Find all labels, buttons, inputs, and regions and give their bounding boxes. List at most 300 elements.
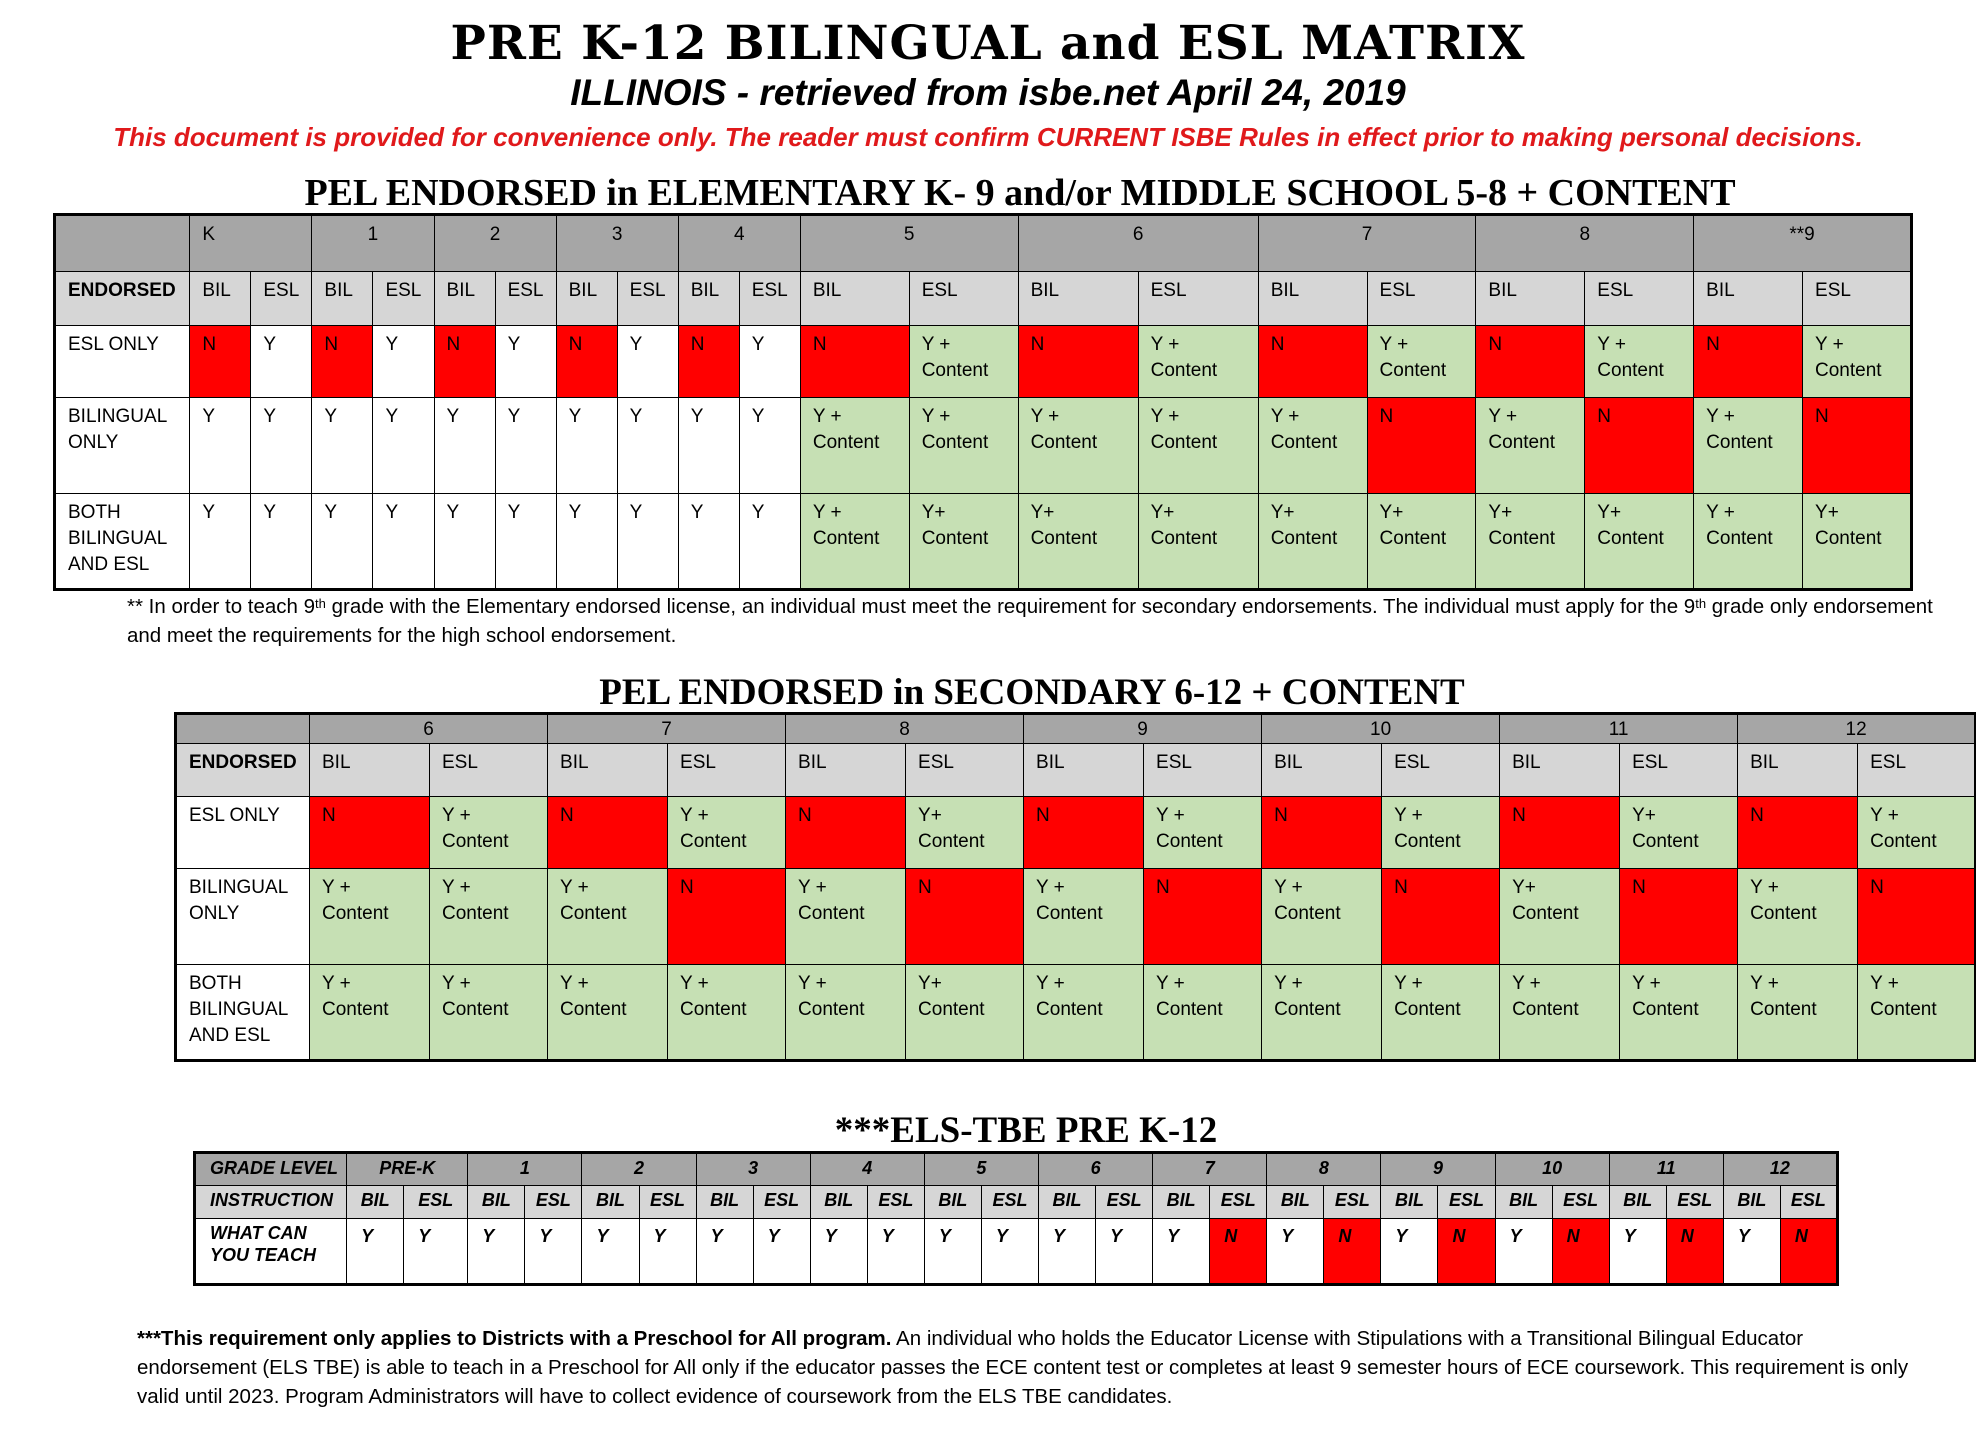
matrix-cell <box>678 494 739 590</box>
matrix-cell <box>430 869 548 965</box>
bil-header <box>1738 744 1858 797</box>
grade-header-0-text: 6 <box>423 719 434 740</box>
esl-header-text: ESL <box>680 752 716 773</box>
matrix-cell-text: N <box>680 877 694 898</box>
matrix-cell-text: Y + Content <box>1274 877 1341 924</box>
matrix-cell <box>1495 1219 1552 1285</box>
matrix-cell-text: Y <box>202 406 215 427</box>
matrix-cell <box>495 398 556 494</box>
esl-header-text: ESL <box>878 1190 914 1210</box>
bil-header <box>310 744 430 797</box>
matrix-cell-text: Y + Content <box>812 502 880 549</box>
matrix-cell-text: Y + Content <box>812 406 880 453</box>
matrix-cell-text: Y + Content <box>442 805 509 852</box>
bil-header-text: BIL <box>1737 1190 1767 1210</box>
matrix-cell <box>1585 494 1694 590</box>
matrix-cell-text: N <box>1270 334 1285 355</box>
matrix-cell <box>909 494 1018 590</box>
instruction-label <box>195 1186 347 1219</box>
matrix-cell-text: Y+ Content <box>1488 502 1555 549</box>
matrix-cell <box>434 398 495 494</box>
grade-header-2 <box>434 215 556 272</box>
matrix-cell <box>1694 326 1803 398</box>
matrix-cell-text: Y <box>385 406 399 427</box>
matrix-cell <box>312 398 373 494</box>
esl-header-text: ESL <box>629 280 666 301</box>
bil-header-text: BIL <box>446 280 476 301</box>
grade-header-6 <box>1039 1153 1153 1186</box>
matrix-cell-text: Y + Content <box>1379 334 1447 381</box>
esl-header <box>639 1186 696 1219</box>
matrix-cell <box>468 1219 525 1285</box>
esl-header-text: ESL <box>1815 280 1851 301</box>
row-label-text: BILINGUAL ONLY <box>68 406 168 453</box>
grade-header-10 <box>1495 1153 1609 1186</box>
matrix-cell-text: Y <box>568 502 582 523</box>
esl-header <box>1324 1186 1381 1219</box>
matrix-cell-text: N <box>1156 877 1170 898</box>
esl-header-text: ESL <box>751 280 788 301</box>
esl-header <box>1382 744 1500 797</box>
matrix-cell-text: Y + Content <box>322 877 389 924</box>
matrix-cell <box>1324 1219 1381 1285</box>
bil-header <box>548 744 668 797</box>
matrix-cell <box>548 869 668 965</box>
matrix-cell-text: Y <box>568 406 582 427</box>
grade-header-3-text: 3 <box>611 224 623 245</box>
matrix-cell <box>1620 965 1738 1061</box>
matrix-cell-text: Y+ Content <box>1512 877 1579 924</box>
esl-header <box>1858 744 1976 797</box>
row-label-text: ESL ONLY <box>68 334 159 355</box>
bil-header-text: BIL <box>1274 752 1303 773</box>
matrix-cell-text: Y+ Content <box>918 973 985 1020</box>
bil-header <box>810 1186 867 1219</box>
esl-header-text: ESL <box>1790 1190 1826 1210</box>
corner-cell <box>55 215 190 272</box>
matrix-cell <box>310 797 430 869</box>
bil-header-text: BIL <box>798 752 827 773</box>
bil-header-text: BIL <box>322 752 351 773</box>
matrix-cell <box>668 869 786 965</box>
bil-header <box>1024 744 1144 797</box>
matrix-cell <box>548 797 668 869</box>
esl-header <box>981 1186 1038 1219</box>
matrix-cell <box>430 797 548 869</box>
grade-header-8-text: 8 <box>1579 224 1591 245</box>
matrix-cell <box>753 1219 810 1285</box>
matrix-cell-text: Y + Content <box>322 973 389 1020</box>
bil-header-text: BIL <box>568 280 598 301</box>
grade-header-2-text: 2 <box>634 1158 645 1178</box>
matrix-cell <box>310 869 430 965</box>
matrix-cell-text: Y + Content <box>1870 805 1937 852</box>
esl-header-text: ESL <box>1394 752 1430 773</box>
bil-header-text: BIL <box>360 1190 390 1210</box>
matrix-cell <box>786 797 906 869</box>
matrix-cell <box>1738 797 1858 869</box>
matrix-cell <box>800 494 909 590</box>
grade-header-9-text: 9 <box>1432 1158 1443 1178</box>
grade-header-7 <box>1258 215 1476 272</box>
secondary-matrix-table <box>174 712 1976 1062</box>
matrix-cell <box>1803 494 1912 590</box>
matrix-cell <box>310 965 430 1061</box>
bil-header <box>1258 272 1367 326</box>
grade-header-5-text: 5 <box>976 1158 987 1178</box>
grade-header-2 <box>786 714 1024 744</box>
matrix-cell-text: Y <box>1509 1226 1522 1246</box>
matrix-cell-text: Y <box>507 502 521 523</box>
matrix-cell <box>1694 494 1803 590</box>
esl-header <box>1138 272 1258 326</box>
instruction-label-text: INSTRUCTION <box>210 1190 333 1210</box>
grade-header-0-text: PRE-K <box>379 1158 436 1178</box>
bil-header-text: BIL <box>1166 1190 1196 1210</box>
bil-header-text: BIL <box>690 280 720 301</box>
endorsed-label-text: ENDORSED <box>68 280 176 301</box>
esl-header-text: ESL <box>1334 1190 1370 1210</box>
matrix-cell <box>1367 326 1476 398</box>
matrix-cell <box>1138 494 1258 590</box>
grade-header-0 <box>310 714 548 744</box>
matrix-cell-text: Y <box>629 334 643 355</box>
matrix-cell-text: Y+ Content <box>1150 502 1218 549</box>
matrix-cell <box>906 797 1024 869</box>
matrix-cell-text: Y + Content <box>442 877 509 924</box>
grade9-footnote <box>127 592 1957 650</box>
matrix-cell-text: Y + Content <box>1156 973 1223 1020</box>
matrix-cell-text: Y <box>751 406 765 427</box>
grade-header-9 <box>1381 1153 1495 1186</box>
matrix-cell-text: Y <box>751 334 765 355</box>
bil-header <box>556 272 617 326</box>
matrix-cell <box>1258 398 1367 494</box>
grade-header-3-text: 3 <box>748 1158 759 1178</box>
matrix-cell-text: N <box>1036 805 1050 826</box>
matrix-cell <box>810 1219 867 1285</box>
esl-header <box>430 744 548 797</box>
row-label <box>55 326 190 398</box>
matrix-cell-text: Y <box>446 502 460 523</box>
bil-header <box>434 272 495 326</box>
matrix-cell <box>1382 797 1500 869</box>
grade-header-4 <box>678 215 800 272</box>
esl-header-text: ESL <box>1220 1190 1256 1210</box>
footnote-text-2: grade with the Elementary endorsed license, an individual must meet the requirement for secondary endorsements. The individual must apply for the 9 <box>325 595 1696 618</box>
esl-header-text: ESL <box>921 280 958 301</box>
bil-header-text: BIL <box>1750 752 1779 773</box>
matrix-cell-text: Y + Content <box>1750 973 1817 1020</box>
matrix-cell <box>434 326 495 398</box>
matrix-cell <box>1476 326 1585 398</box>
disclaimer-text: This document is provided for convenience only. The reader must confirm CURRENT ISBE Rules in effect prior to making personal decisions. <box>113 122 1863 152</box>
matrix-cell-text: Y + Content <box>1512 973 1579 1020</box>
grade-header-5 <box>800 215 1018 272</box>
matrix-cell <box>495 494 556 590</box>
what-can-you-teach-label-text: WHAT CAN YOU TEACH <box>210 1223 317 1265</box>
matrix-cell-text: Y <box>1281 1226 1294 1246</box>
matrix-cell <box>1738 965 1858 1061</box>
grade-header-2 <box>582 1153 696 1186</box>
matrix-cell <box>312 326 373 398</box>
matrix-cell <box>678 398 739 494</box>
matrix-cell <box>1858 797 1976 869</box>
matrix-cell-text: Y <box>1623 1226 1636 1246</box>
bil-header-text: BIL <box>1394 1190 1424 1210</box>
bil-header <box>1609 1186 1666 1219</box>
bil-header <box>1039 1186 1096 1219</box>
grade-header-4 <box>1262 714 1500 744</box>
matrix-cell-text: Y <box>385 334 399 355</box>
matrix-cell <box>1138 398 1258 494</box>
matrix-cell-text: Y <box>938 1226 951 1246</box>
esl-header-text: ESL <box>1870 752 1907 773</box>
grade-header-8-text: 8 <box>1318 1158 1329 1178</box>
matrix-cell <box>251 494 312 590</box>
matrix-cell-text: Y <box>1110 1226 1123 1246</box>
matrix-cell-text: Y <box>507 406 521 427</box>
grade-header-8 <box>1267 1153 1381 1186</box>
matrix-cell <box>1585 398 1694 494</box>
matrix-cell-text: N <box>1338 1226 1352 1246</box>
matrix-cell-text: Y + Content <box>1394 805 1461 852</box>
grade-header-0-text: K <box>202 224 215 245</box>
matrix-cell-text: Y <box>361 1226 374 1246</box>
matrix-cell-text: Y+ Content <box>921 502 989 549</box>
grade-level-label <box>195 1153 347 1186</box>
grade-header-1 <box>468 1153 582 1186</box>
matrix-cell-text: Y <box>653 1226 666 1246</box>
matrix-cell-text: Y <box>690 406 704 427</box>
matrix-cell <box>906 965 1024 1061</box>
matrix-cell <box>1585 326 1694 398</box>
endorsed-label <box>176 744 310 797</box>
matrix-cell-text: N <box>446 334 461 355</box>
matrix-cell-text: Y <box>446 406 460 427</box>
grade-header-3 <box>1024 714 1262 744</box>
matrix-cell <box>981 1219 1038 1285</box>
endorsed-label <box>55 272 190 326</box>
matrix-cell-text: N <box>1224 1226 1238 1246</box>
esl-header <box>525 1186 582 1219</box>
footnote-bold-text: ***This requirement only applies to Districts with a Preschool for All program. <box>137 1327 892 1350</box>
grade-header-10-text: 10 <box>1542 1158 1563 1178</box>
matrix-cell-text: Y + Content <box>1156 805 1223 852</box>
matrix-cell-text: N <box>1512 805 1526 826</box>
matrix-cell <box>525 1219 582 1285</box>
matrix-cell <box>548 965 668 1061</box>
matrix-cell-text: Y <box>1053 1226 1066 1246</box>
grade-header-1-text: 1 <box>367 224 379 245</box>
matrix-cell-text: Y+ Content <box>1379 502 1447 549</box>
matrix-cell-text: Y <box>263 334 277 355</box>
esl-header <box>1780 1186 1837 1219</box>
matrix-cell <box>909 326 1018 398</box>
matrix-cell <box>434 494 495 590</box>
matrix-cell-text: N <box>568 334 583 355</box>
matrix-cell-text: N <box>798 805 812 826</box>
bil-header-text: BIL <box>1280 1190 1310 1210</box>
matrix-cell <box>1382 869 1500 965</box>
matrix-cell <box>639 1219 696 1285</box>
esl-header <box>1210 1186 1267 1219</box>
matrix-cell <box>1024 965 1144 1061</box>
bil-header <box>800 272 909 326</box>
matrix-cell <box>668 797 786 869</box>
footnote-text-3: grade only endorsement and meet the requirements for the high school endorsement. <box>127 595 1933 647</box>
row-label-text: BOTH BILINGUAL AND ESL <box>189 973 289 1046</box>
esl-header-text: ESL <box>1597 280 1634 301</box>
esl-header <box>1438 1186 1495 1219</box>
matrix-cell-text: N <box>1794 1226 1808 1246</box>
matrix-cell <box>800 326 909 398</box>
matrix-cell <box>800 398 909 494</box>
grade-header-7 <box>1153 1153 1267 1186</box>
bil-header <box>1262 744 1382 797</box>
matrix-cell-text: N <box>918 877 932 898</box>
matrix-cell <box>251 326 312 398</box>
elementary-matrix-table <box>53 213 1913 591</box>
matrix-cell-text: Y + Content <box>1270 406 1338 453</box>
esl-header-text: ESL <box>385 280 422 301</box>
matrix-cell <box>190 494 251 590</box>
bil-header-text: BIL <box>481 1190 511 1210</box>
grade-header-2-text: 8 <box>899 719 910 740</box>
matrix-cell-text: N <box>322 805 336 826</box>
matrix-cell <box>906 869 1024 965</box>
esl-header <box>495 272 556 326</box>
matrix-cell <box>1367 398 1476 494</box>
matrix-cell-text: Y + Content <box>1597 334 1664 381</box>
matrix-cell <box>924 1219 981 1285</box>
grade-header-8 <box>1476 215 1694 272</box>
matrix-cell-text: Y <box>629 406 643 427</box>
bil-header-text: BIL <box>1036 752 1065 773</box>
matrix-cell <box>373 398 434 494</box>
row-label-text: ESL ONLY <box>189 805 280 826</box>
bil-header <box>582 1186 639 1219</box>
section-elementary-heading: PEL ENDORSED in ELEMENTARY K- 9 and/or MIDDLE SCHOOL 5-8 + CONTENT <box>304 172 1736 214</box>
matrix-cell <box>495 326 556 398</box>
grade-header-9 <box>1694 215 1912 272</box>
matrix-cell <box>1552 1219 1609 1285</box>
esl-header <box>617 272 678 326</box>
esl-header <box>373 272 434 326</box>
matrix-cell <box>404 1219 468 1285</box>
matrix-cell <box>1262 797 1382 869</box>
matrix-cell-text: N <box>1030 334 1045 355</box>
bil-header <box>1018 272 1138 326</box>
matrix-cell <box>582 1219 639 1285</box>
bil-header <box>1153 1186 1210 1219</box>
matrix-cell <box>1267 1219 1324 1285</box>
grade-header-2-text: 2 <box>489 224 501 245</box>
matrix-cell <box>1476 494 1585 590</box>
matrix-cell <box>678 326 739 398</box>
esl-header <box>668 744 786 797</box>
matrix-cell <box>1738 869 1858 965</box>
matrix-cell-text: Y + Content <box>1036 877 1103 924</box>
grade-header-6 <box>1738 714 1976 744</box>
page-subtitle: ILLINOIS - retrieved from isbe.net April 24, 2019 <box>570 72 1406 113</box>
matrix-cell <box>1258 326 1367 398</box>
matrix-cell-text: Y <box>690 502 704 523</box>
bil-header-text: BIL <box>1270 280 1300 301</box>
bil-header-text: BIL <box>1488 280 1517 301</box>
matrix-cell <box>1858 869 1976 965</box>
matrix-cell <box>1609 1219 1666 1285</box>
matrix-cell-text: N <box>560 805 574 826</box>
footnote-sup-1: th <box>315 596 326 611</box>
grade-header-3 <box>696 1153 810 1186</box>
matrix-cell-text: Y+ Content <box>1815 502 1882 549</box>
bil-header-text: BIL <box>1030 280 1060 301</box>
matrix-cell-text: N <box>1815 406 1829 427</box>
matrix-cell-text: Y + Content <box>1274 973 1341 1020</box>
grade-header-7-text: 7 <box>1204 1158 1215 1178</box>
matrix-cell-text: Y + Content <box>798 973 865 1020</box>
esl-header <box>404 1186 468 1219</box>
matrix-cell-text: Y+ Content <box>1632 805 1699 852</box>
bil-header <box>1723 1186 1780 1219</box>
matrix-cell-text: Y+ Content <box>1270 502 1338 549</box>
row-label <box>176 797 310 869</box>
esl-header <box>906 744 1024 797</box>
matrix-cell <box>1024 869 1144 965</box>
matrix-cell-text: N <box>1566 1226 1580 1246</box>
matrix-cell <box>1381 1219 1438 1285</box>
matrix-cell-text: Y + Content <box>1632 973 1699 1020</box>
matrix-cell <box>1780 1219 1837 1285</box>
esl-header <box>1585 272 1694 326</box>
bil-header <box>1381 1186 1438 1219</box>
matrix-cell-text: Y + Content <box>560 973 627 1020</box>
esl-header-text: ESL <box>1632 752 1668 773</box>
matrix-cell-text: Y+ Content <box>1030 502 1098 549</box>
corner-cell <box>176 714 310 744</box>
section-els-tbe-heading: ***ELS-TBE PRE K-12 <box>834 1110 1218 1151</box>
matrix-cell-text: Y <box>629 502 643 523</box>
grade-header-12-text: 12 <box>1769 1158 1790 1178</box>
matrix-cell <box>1144 869 1262 965</box>
matrix-cell-text: Y + Content <box>1036 973 1103 1020</box>
grade-header-0 <box>347 1153 468 1186</box>
matrix-cell-text: N <box>202 334 217 355</box>
esl-header-text: ESL <box>1677 1190 1713 1210</box>
esl-header <box>1367 272 1476 326</box>
matrix-cell <box>909 398 1018 494</box>
bil-header <box>190 272 251 326</box>
esl-header-text: ESL <box>918 752 954 773</box>
matrix-cell-text: Y <box>263 406 277 427</box>
matrix-cell-text: Y <box>767 1226 780 1246</box>
matrix-cell-text: Y <box>1395 1226 1408 1246</box>
esl-header <box>1096 1186 1153 1219</box>
bil-header <box>786 744 906 797</box>
esl-header <box>1803 272 1912 326</box>
esl-header-text: ESL <box>992 1190 1028 1210</box>
matrix-cell-text: Y + Content <box>1394 973 1461 1020</box>
bil-header-text: BIL <box>1512 752 1541 773</box>
row-label <box>55 494 190 590</box>
matrix-cell <box>668 965 786 1061</box>
matrix-cell <box>1039 1219 1096 1285</box>
matrix-cell-text: Y + Content <box>680 973 747 1020</box>
bil-header-text: BIL <box>560 752 589 773</box>
grade-header-0 <box>190 215 312 272</box>
matrix-cell-text: N <box>1706 334 1720 355</box>
